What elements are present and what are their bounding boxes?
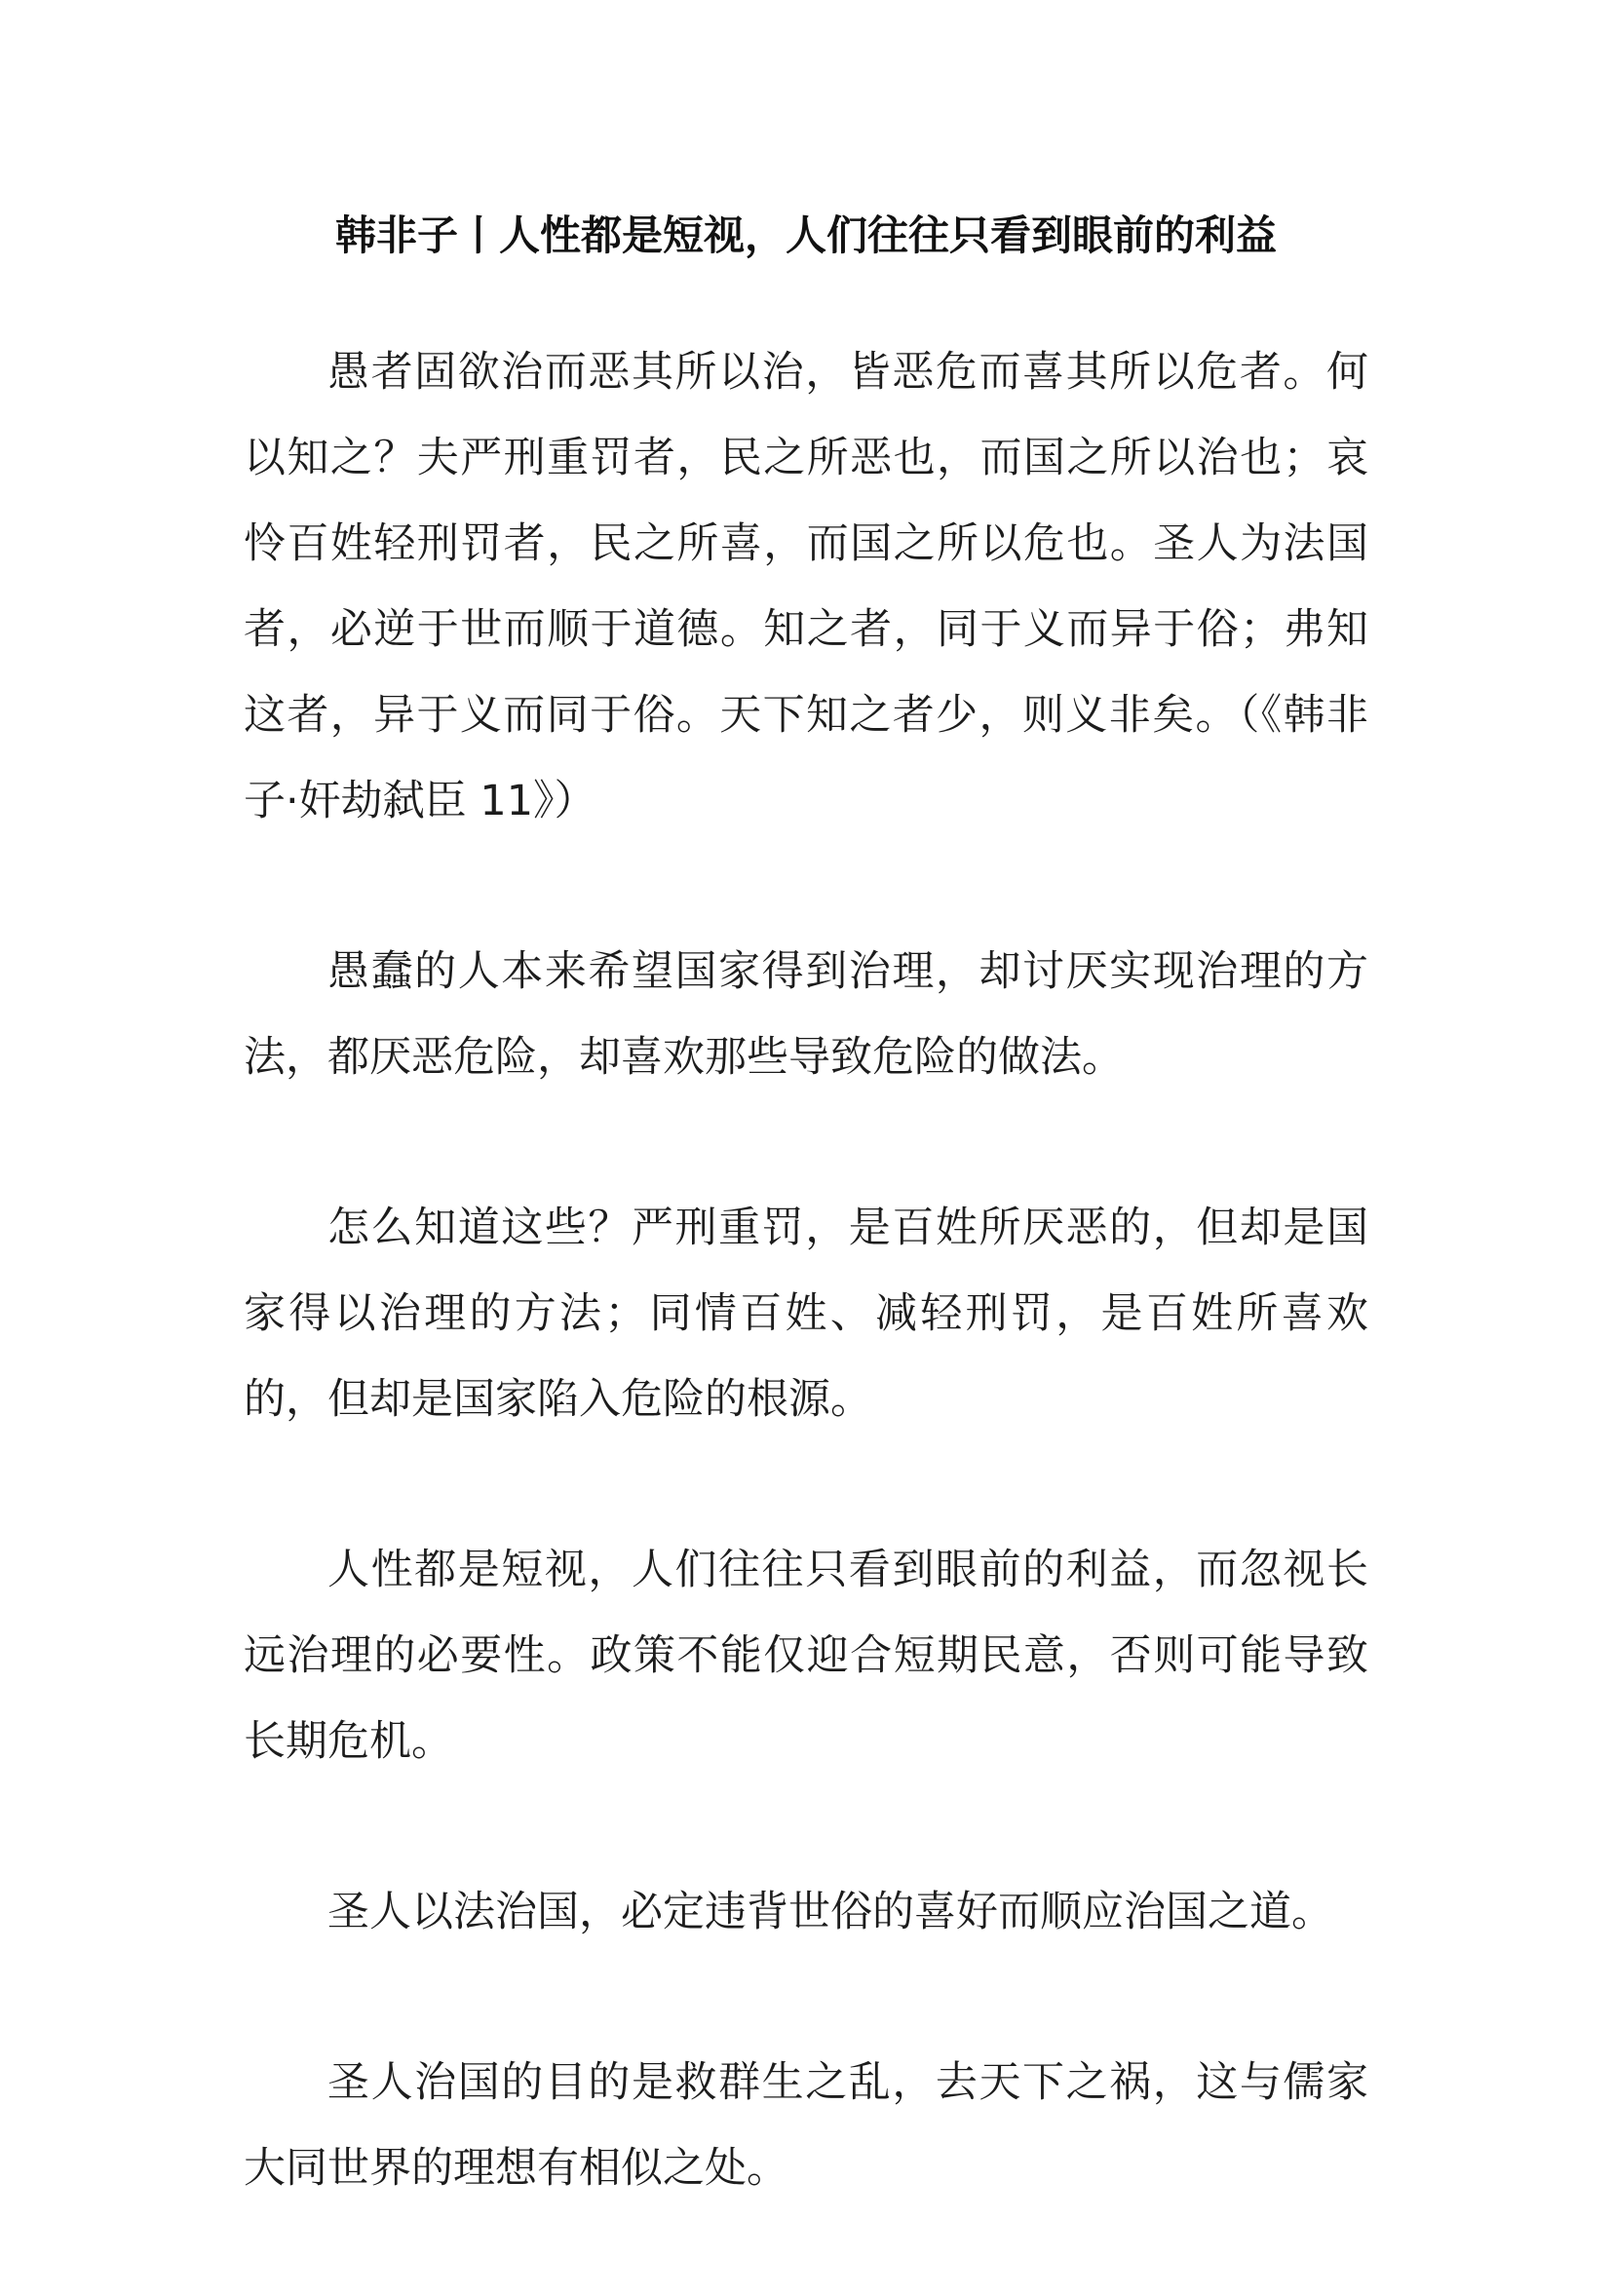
article-body [244, 329, 1368, 2296]
paragraph-commentary-3: 圣人治国的目的是救群生之乱，去天下之祸，这与儒家大同世界的理想有相似之处。 [244, 2058, 1368, 2193]
paragraph-commentary-2: 圣人以法治国，必定违背世俗的喜好而顺应治国之道。 [327, 1888, 1333, 1936]
paragraph-translation-2: 怎么知道这些？严刑重罚，是百姓所厌恶的，但却是国家得以治理的方法；同情百姓、减轻刑罚，是百姓所喜欢的，但却是国家陷入危险的根源。 [244, 1204, 1368, 1424]
paragraph-translation-1: 愚蠢的人本来希望国家得到治理，却讨厌实现治理的方法，都厌恶危险，却喜欢那些导致危险的做法。 [244, 947, 1368, 1082]
article-title: 韩非子丨人性都是短视，人们往往只看到眼前的利益 [334, 211, 1277, 259]
paragraph-original-text: 愚者固欲治而恶其所以治，皆恶危而喜其所以危者。何以知之？夫严刑重罚者，民之所恶也，而国之所以治也；哀怜百姓轻刑罚者，民之所喜，而国之所以危也。圣人为法国者，必逆于世而顺于道德。知之者，同于义而异于俗；弗知这者，异于义而同于俗。天下知之者少，则义非矣。（《韩非子·奸劫弑臣 11》） [244, 348, 1368, 825]
paragraph-commentary-1: 人性都是短视，人们往往只看到眼前的利益，而忽视长远治理的必要性。政策不能仅迎合短期民意，否则可能导致长期危机。 [244, 1546, 1368, 1766]
